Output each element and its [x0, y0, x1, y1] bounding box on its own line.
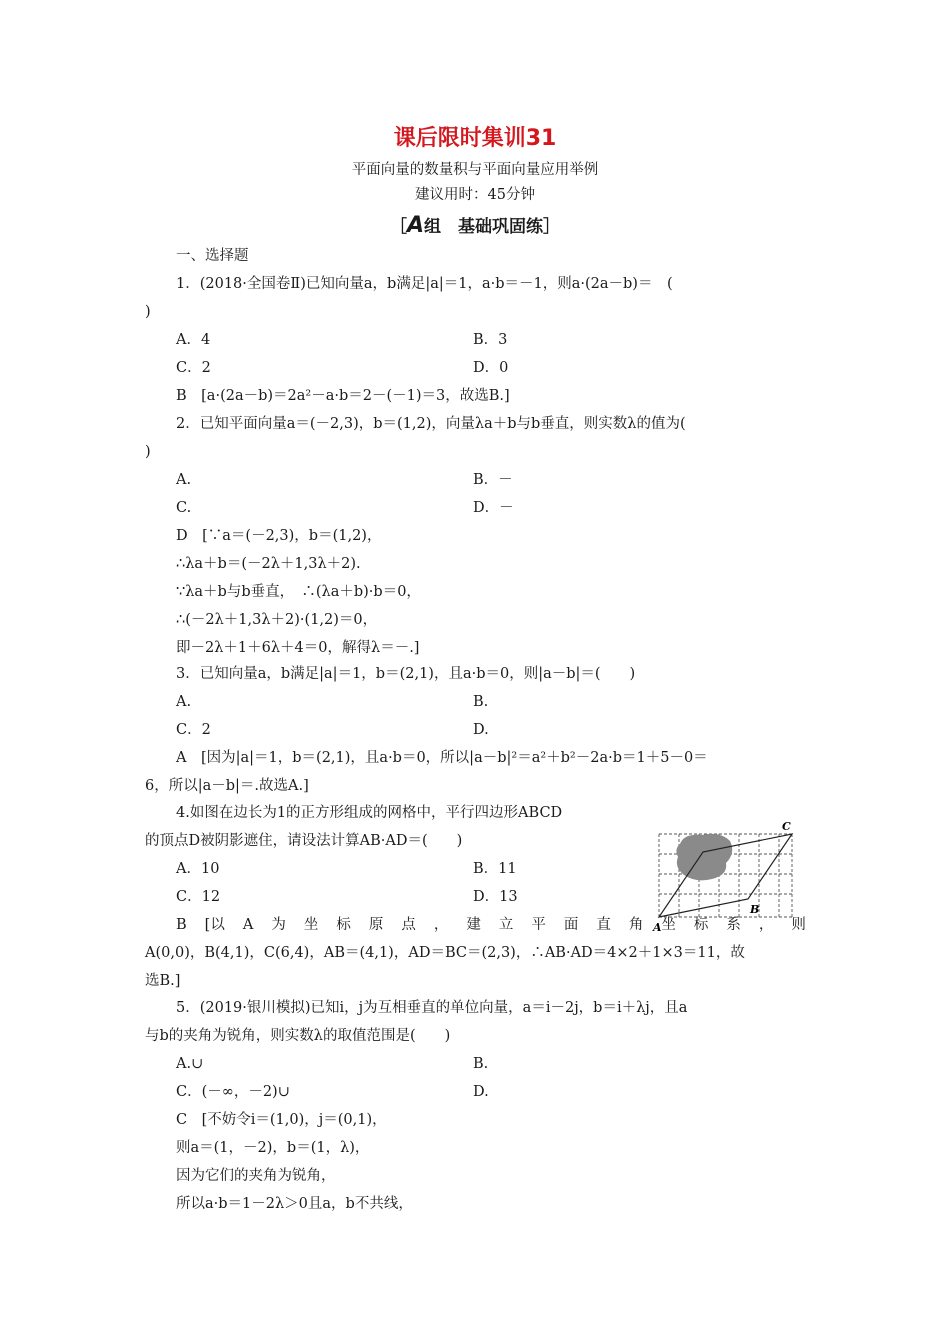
q2-option-a: A. [176, 472, 192, 488]
q4-option-c: C．12 [176, 889, 221, 905]
q4-solution-word: 标 [336, 917, 351, 933]
q4-option-a: A．10 [176, 861, 220, 877]
suggested-time: 建议用时：45分钟 [415, 187, 535, 203]
q4-solution-word: 建 [466, 917, 481, 933]
q5-option-b: B. [473, 1056, 489, 1072]
q4-solution-word: 原 [368, 917, 384, 933]
q3-option-d: D. [473, 722, 489, 738]
q5-option-a: A.∪ [176, 1056, 204, 1072]
q1-option-b: B．3 [473, 332, 508, 348]
q4-stem-line-2: 的顶点D被阴影遮住，请设法计算AB·AD＝( ) [145, 833, 463, 849]
q3-stem: 3．已知向量a，b满足|a|＝1，b＝(2,1)，且a·b＝0，则|a－b|＝( ) [176, 666, 636, 682]
grid-figure [650, 819, 800, 934]
q4-option-b: B．11 [473, 861, 517, 877]
q2-option-b: B．－ [473, 472, 513, 488]
vertex-label-c: C [782, 820, 791, 833]
q4-solution-word: 为 [271, 917, 286, 933]
q1-stem-close: ) [145, 304, 151, 320]
q5-option-d: D. [473, 1084, 489, 1100]
parallelogram-grid-diagram [650, 819, 800, 934]
q4-solution-line-3: 选B.] [145, 973, 181, 989]
q4-solution-word: 则 [791, 917, 806, 933]
q5-solution-line-3: 因为它们的夹角为锐角， [176, 1168, 336, 1184]
q4-solution-word: 坐 [303, 917, 319, 933]
q3-option-a: A. [176, 694, 192, 710]
shadow-blob [676, 834, 732, 880]
q2-solution-line-5: 即－2λ＋1＋6λ＋4＝0，解得λ＝－.] [176, 640, 420, 656]
q1-option-a: A．4 [176, 332, 211, 348]
q3-solution-line-2: 6，所以|a－b|＝.故选A.] [145, 778, 309, 794]
page-title: 课后限时集训31 [393, 126, 557, 151]
q4-solution-line-2: A(0,0)，B(4,1)，C(6,4)，AB＝(4,1)，AD＝BC＝(2,3)，∴AB·AD＝4×2＋1×3＝11，故 [145, 945, 745, 961]
q2-stem-close: ) [145, 444, 151, 460]
q4-solution-word: 面 [563, 917, 579, 933]
q5-solution-line-2: 则a＝(1，－2)，b＝(1，λ)， [176, 1140, 370, 1156]
right-bracket: ］ [543, 217, 561, 237]
q4-solution-word: 平 [531, 917, 546, 933]
q1-option-d: D．0 [473, 360, 509, 376]
q4-solution-word: 标 [693, 917, 709, 933]
q3-option-b: B. [473, 694, 489, 710]
q1-solution: B [a·(2a－b)＝2a²－a·b＝2－(－1)＝3，故选B.] [176, 388, 510, 404]
group-heading [0, 212, 950, 238]
q2-option-d: D．－ [473, 500, 514, 516]
q3-solution-line-1: A [因为|a|＝1，b＝(2,1)，且a·b＝0，所以|a－b|²＝a²＋b²－2a·b＝1＋5－0＝ [176, 750, 708, 766]
q5-solution-line-1: C [不妨令i＝(1,0)，j＝(0,1)， [176, 1112, 387, 1128]
q3-option-c: C．2 [176, 722, 211, 738]
q1-option-c: C．2 [176, 360, 211, 376]
q2-stem: 2．已知平面向量a＝(－2,3)，b＝(1,2)，向量λa＋b与b垂直，则实数λ的值为( [176, 416, 686, 432]
group-letter: A [406, 213, 425, 238]
vertex-label-b: B [750, 903, 760, 916]
q4-solution-word: 坐 [661, 917, 676, 933]
q2-solution-line-3: ∵λa＋b与b垂直， ∴(λa＋b)·b＝0， [176, 584, 421, 600]
q4-solution-word: 直 [596, 917, 611, 933]
q4-solution-word: 点 [401, 917, 416, 933]
q2-solution-line-2: ∴λa＋b＝(－2λ＋1,3λ＋2). [176, 556, 361, 572]
q4-solution-word: ， [758, 917, 774, 933]
q2-option-c: C. [176, 500, 192, 516]
page-subtitle: 平面向量的数量积与平面向量应用举例 [351, 162, 599, 178]
q4-solution-word: [以 [204, 917, 225, 933]
q5-solution-line-4: 所以a·b＝1－2λ＞0且a，b不共线， [176, 1196, 413, 1212]
group-label: 组 基础巩固练 [424, 217, 544, 237]
q2-solution-line-4: ∴(－2λ＋1,3λ＋2)·(1,2)＝0， [176, 612, 378, 628]
left-bracket: ［ [389, 217, 407, 237]
q4-solution-word: A [242, 917, 254, 933]
vertex-label-a: A [653, 921, 662, 934]
q4-stem-line-1: 4.如图在边长为1的正方形组成的网格中，平行四边形ABCD [176, 805, 563, 821]
q5-stem-line-1: 5．(2019·银川模拟)已知i，j为互相垂直的单位向量，a＝i－2j，b＝i＋λj，且a [176, 1000, 688, 1016]
q4-solution-word: 系 [726, 917, 741, 933]
q4-solution-word: 角 [628, 917, 644, 933]
q4-option-d: D．13 [473, 889, 518, 905]
q4-solution-word: B [176, 917, 187, 933]
q5-stem-line-2: 与b的夹角为锐角，则实数λ的取值范围是( ) [145, 1028, 451, 1044]
q5-option-c: C．(－∞，－2)∪ [176, 1084, 290, 1100]
q4-solution-word: ， [433, 917, 449, 933]
q1-stem: 1．(2018·全国卷Ⅱ)已知向量a，b满足|a|＝1，a·b＝－1，则a·(2a－b)＝ ( [176, 276, 673, 292]
section-heading: 一、选择题 [176, 248, 249, 264]
q2-solution-line-1: D [∵a＝(－2,3)，b＝(1,2)， [176, 528, 382, 544]
q4-solution-word: 立 [498, 917, 514, 933]
